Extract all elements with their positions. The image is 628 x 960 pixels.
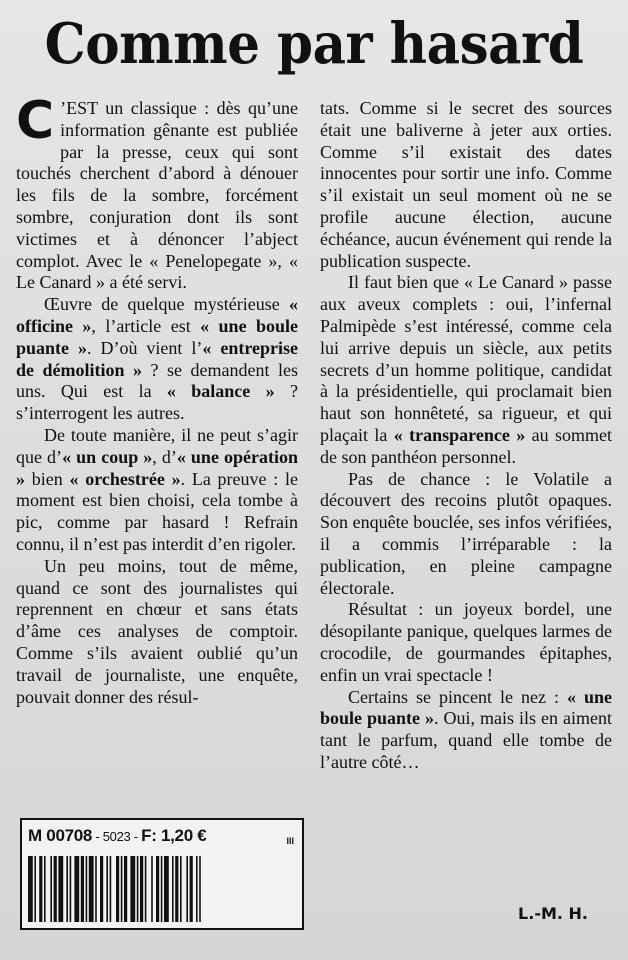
- barcode-bar: [140, 856, 143, 922]
- barcode-bar: [70, 856, 72, 922]
- text: De toute manière, il ne peut s’agir que d’: [16, 424, 298, 467]
- paragraph-6: [320, 272, 612, 468]
- barcode-bar: [145, 856, 147, 922]
- barcode-bar: [74, 856, 79, 922]
- barcode-bar: [161, 856, 163, 922]
- paragraph-8: Résultat : un joyeux bordel, une désopilante panique, quelques larmes de crocodile, de gourmandes épitaphes, enfin un vrai spectacle !: [320, 599, 612, 685]
- barcode-label: [20, 818, 304, 930]
- barcode-bar: [110, 856, 112, 922]
- bold-quote: « une opération »: [16, 446, 298, 489]
- barcode-bar: [100, 856, 103, 922]
- barcode-bar: [39, 856, 42, 922]
- barcode-bar: [116, 856, 119, 922]
- paragraph-7: Pas de chance : le Volatile a découvert des recoins plutôt opaques. Son enquête bouclée, ses infos vérifiées, il a commis l’irréparable : la publication, en pleine campagne électorale.: [320, 468, 612, 598]
- bold-quote: « transparence »: [393, 424, 526, 445]
- text: , d’: [152, 446, 177, 467]
- barcode-bar: [58, 856, 63, 922]
- paragraph-5: tats. Comme si le secret des sources était une baliverne à jeter aux orties. Comme s’il existait des dates innocentes pour sortir une info. Comme s’il existait un seul moment où ne se profile aucune élection, aucune échéance, aucun événement qui rende la publication suspecte.: [320, 98, 612, 271]
- bold-quote: « orchestrée »: [69, 468, 181, 489]
- text: , l’article est: [91, 315, 201, 336]
- text: bien: [25, 468, 70, 489]
- barcode-bar: [196, 856, 198, 922]
- text: ? s’interrogent les autres.: [16, 381, 298, 424]
- bold-quote: « un coup »: [62, 446, 153, 467]
- text: ? se demandent les uns. Qui est la: [16, 359, 298, 402]
- text: Certains se pincent le nez :: [348, 686, 567, 707]
- barcode-bar: [124, 856, 127, 922]
- barcode-icon: [28, 856, 294, 922]
- barcode-bar: [156, 856, 159, 922]
- barcode-mark: III: [286, 836, 294, 846]
- paragraph-2: [16, 294, 298, 425]
- barcode-bar: [180, 856, 182, 922]
- bold-quote: « une boule puante »: [320, 686, 613, 729]
- text: au sommet de son panthéon personnel.: [320, 424, 612, 467]
- article-title: Comme par hasard: [44, 11, 584, 77]
- barcode-bar: [28, 856, 33, 922]
- paragraph-4: Un peu moins, tout de même, quand ce sont des journalistes qui reprennent en chœur et sans états d’âme ces analyses de comptoir. Comme s’ils avaient oublié qu’un travail de journaliste, une enquête, pouvait donner des résul-: [16, 555, 298, 707]
- paragraph-1: [16, 91, 298, 294]
- separator: -: [92, 829, 103, 844]
- barcode-bar: [44, 856, 46, 922]
- text: . Oui, mais ils en aiment tant le parfum, quand elle tombe de l’autre côté…: [320, 708, 612, 772]
- bold-quote: « une boule puante »: [16, 315, 298, 358]
- barcode-bar: [81, 856, 84, 922]
- issue-code: M 00708: [28, 826, 93, 845]
- barcode-bar: [89, 856, 94, 922]
- barcode-bar: [50, 856, 52, 922]
- text: . La preuve : le moment est bien choisi, cela tombe à pic, comme par hasard ! Refrain connu, il n’est pas interdit d’en rigoler.: [16, 468, 299, 554]
- article-column-left: [16, 91, 299, 708]
- barcode-bar: [34, 856, 36, 922]
- barcode-bar: [121, 856, 123, 922]
- text: Œuvre de quelque mystérieuse: [44, 294, 289, 315]
- paragraph-3: [16, 425, 298, 556]
- bold-quote: « balance »: [166, 381, 275, 402]
- bold-quote: « entreprise de démolition »: [16, 337, 298, 380]
- issue-number: 5023: [102, 829, 131, 844]
- barcode-bar: [151, 856, 153, 922]
- barcode-bar: [190, 856, 193, 922]
- barcode-bar: [95, 856, 97, 922]
- separator: -: [130, 829, 142, 844]
- barcode-bar: [172, 856, 174, 922]
- barcode-bar: [66, 856, 68, 922]
- bold-quote: « officine »: [16, 294, 298, 336]
- barcode-bar: [186, 856, 188, 922]
- author-signature: L.-M. H.: [518, 904, 588, 923]
- barcode-bar: [137, 856, 139, 922]
- text: Il faut bien que « Le Canard » passe aux aveux complets : oui, l’infernal Palmipède s’est intéressé, comme cela lui arrive depuis un siècle, aux petits secrets d’un homme politique, candidat à la présidentielle, qui proclamait bien haut son honnêteté, sa rigueur, et qui plaçait la: [320, 272, 612, 445]
- barcode-text: [28, 826, 206, 846]
- text: . D’où vient l’: [86, 337, 203, 358]
- article-column-right: [320, 98, 612, 774]
- drop-cap: C: [16, 91, 55, 151]
- barcode-bar: [106, 856, 108, 922]
- paragraph-9: [320, 687, 612, 774]
- barcode-bar: [175, 856, 178, 922]
- barcode-bar: [164, 856, 169, 922]
- price: F: 1,20 €: [141, 826, 207, 845]
- paragraph-1-text: ’EST un classique : dès qu’une information gênante est publiée par la presse, ceux qui sont touchés cherchent d’abord à dénouer les fils de la sombre, forcément sombre, conjuration dont ils sont victimes et à dénoncer l’abject complot. Avec le « Penelopegate », « Le Canard » a été servi.: [16, 98, 298, 293]
- barcode-bar: [54, 856, 57, 922]
- barcode-bar: [199, 856, 201, 922]
- barcode-bar: [130, 856, 135, 922]
- barcode-bar: [86, 856, 88, 922]
